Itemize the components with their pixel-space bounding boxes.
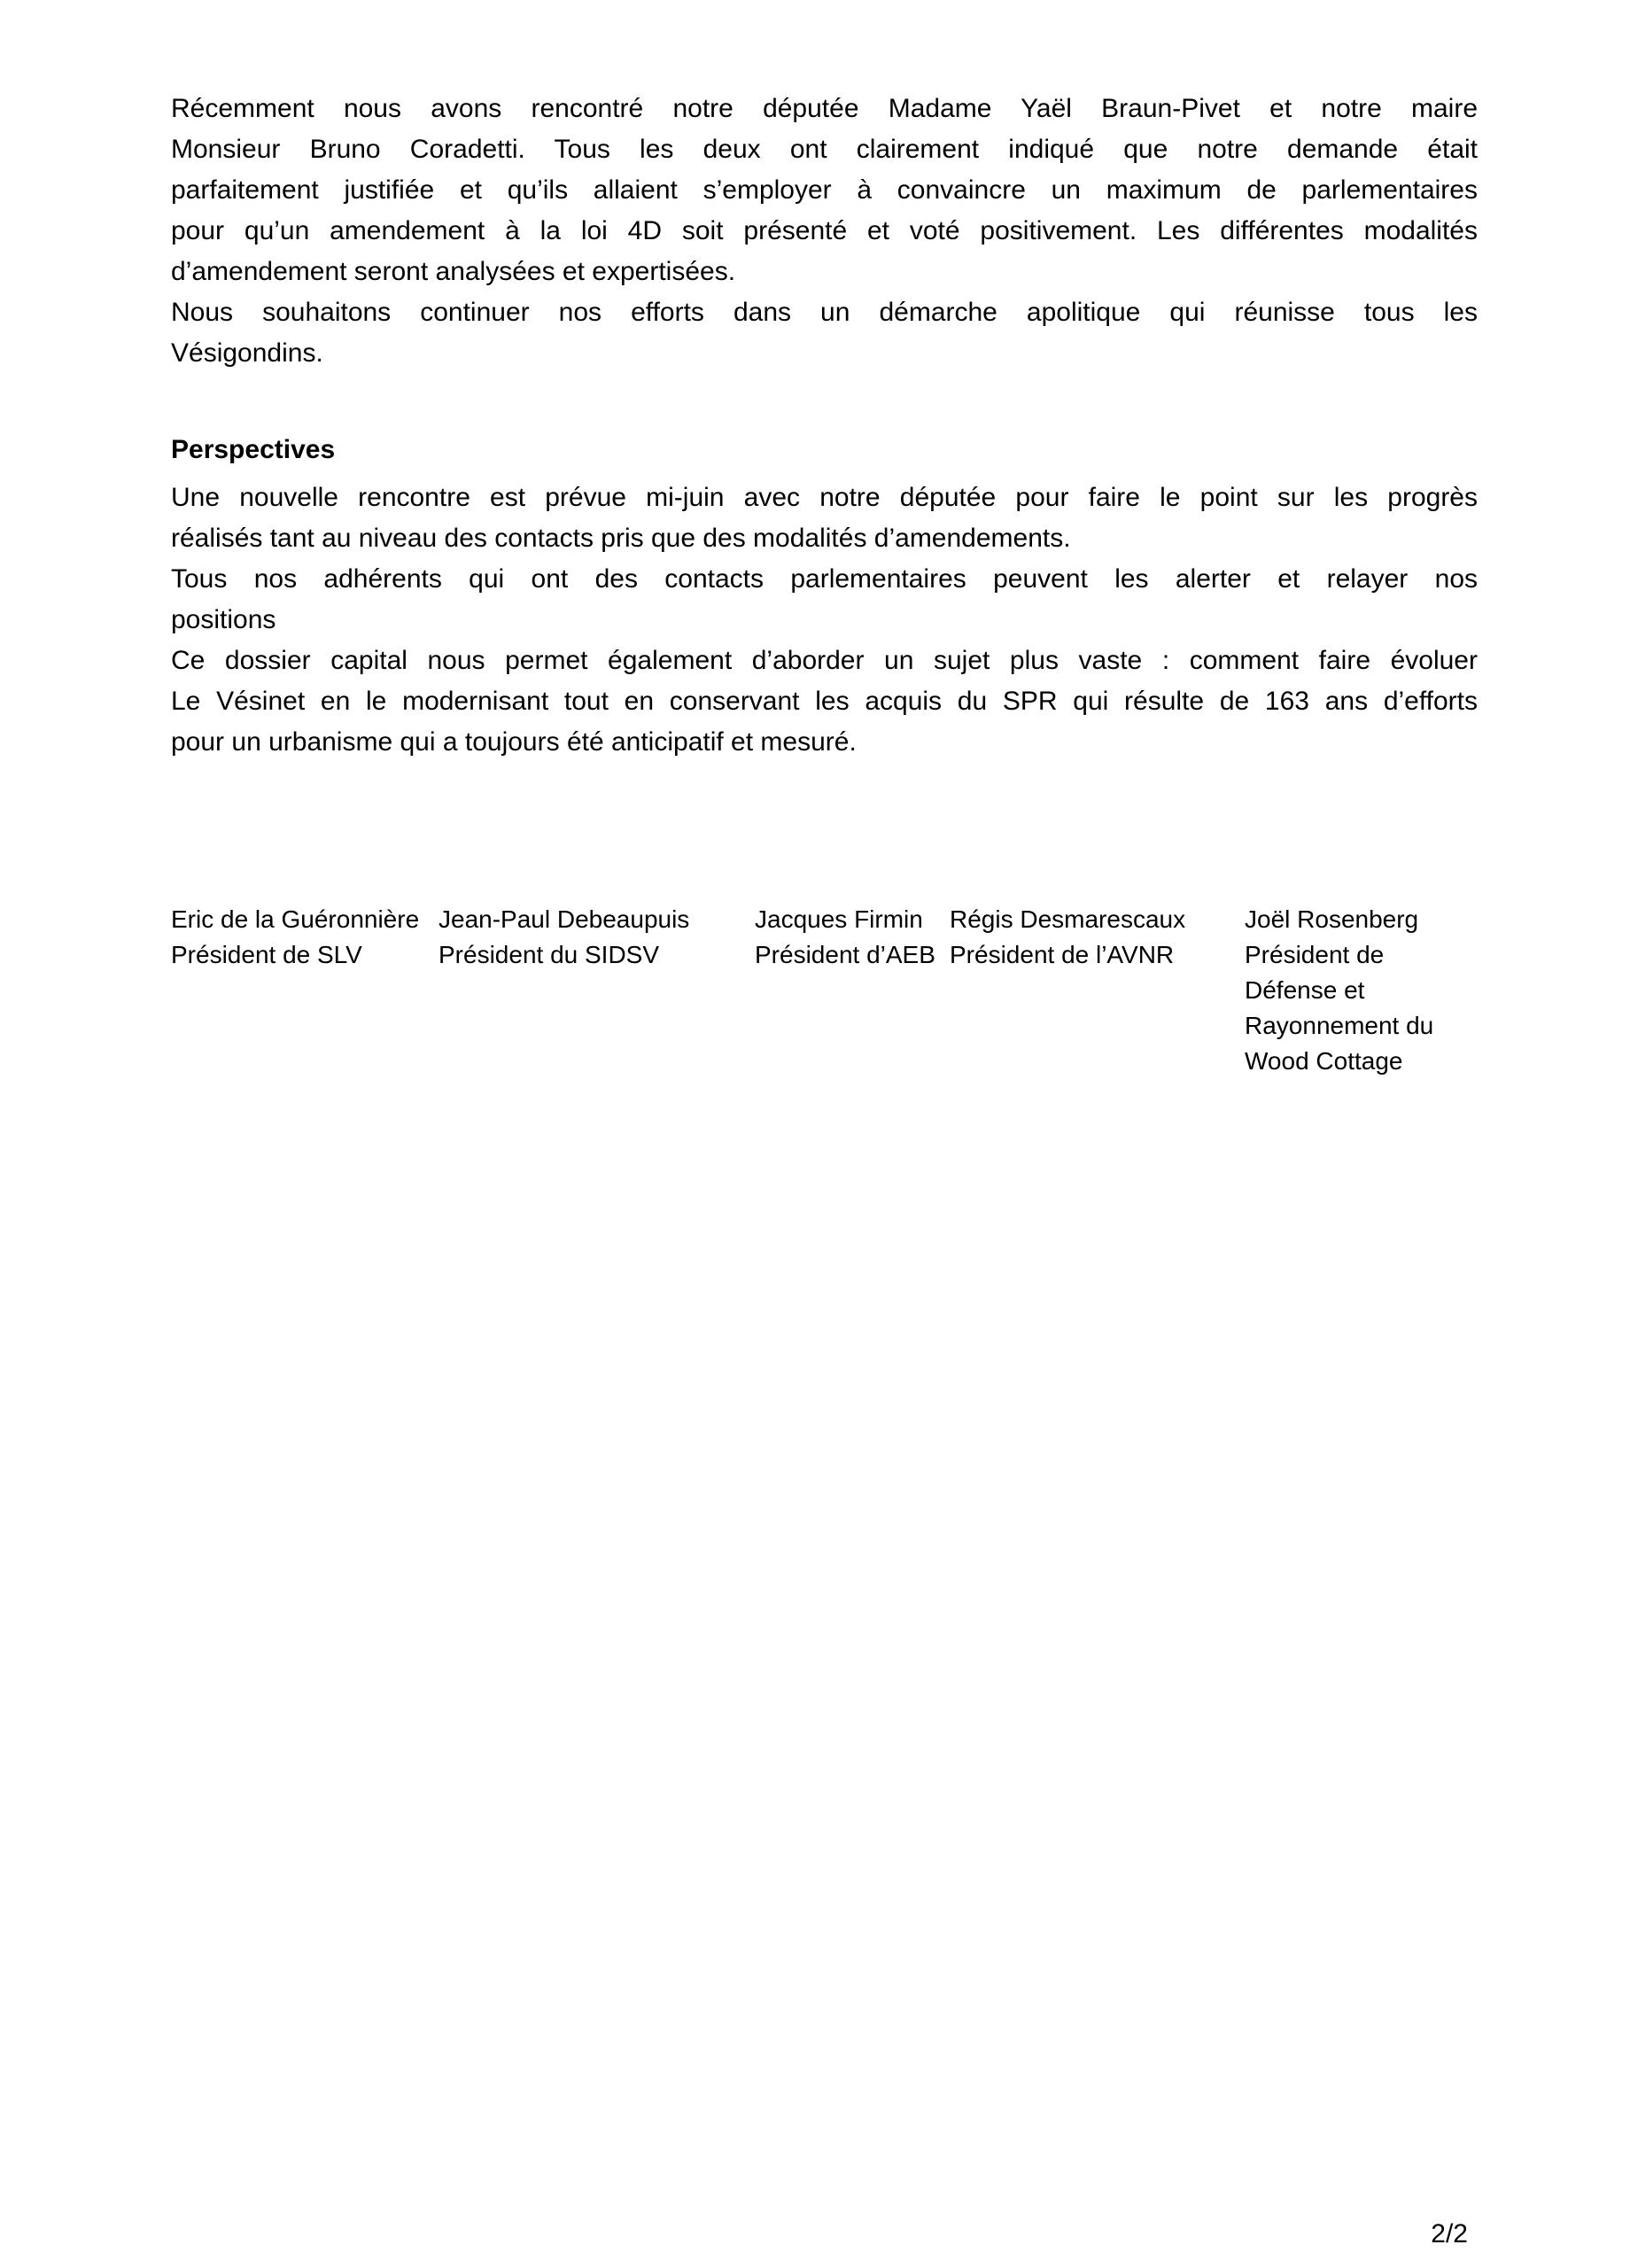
text-line: réalisés tant au niveau des contacts pris que des modalités d’amendements.	[171, 524, 1071, 553]
section-heading-perspectives: Perspectives	[171, 435, 336, 464]
paragraph-next-meeting	[171, 478, 1478, 559]
page-number: 2/2	[1431, 2219, 1468, 2249]
signatory-title-line: Président de	[1245, 941, 1385, 968]
text-line: Monsieur Bruno Coradetti. Tous les deux ont clairement indiqué que notre demande était	[171, 135, 1478, 164]
text-line: positions	[171, 605, 276, 634]
signatory-title-line: Président de l’AVNR	[950, 941, 1175, 968]
signatory-title-line: Président du SIDSV	[439, 941, 660, 968]
signature-block	[171, 902, 1478, 1079]
text-line: parfaitement justifiée et qu’ils allaient s’employer à convaincre un maximum de parlementaires	[171, 175, 1478, 205]
page-content	[171, 0, 1478, 1079]
signatory-name: Eric de la Guéronnière	[171, 905, 420, 933]
signature-column-aeb	[755, 902, 950, 973]
signatory-title-line: Défense et	[1245, 976, 1365, 1004]
text-line: Ce dossier capital nous permet également d’aborder un sujet plus vaste : comment faire évoluer	[171, 646, 1478, 675]
signatory-name: Jacques Firmin	[755, 905, 923, 933]
signatory-title-line: Wood Cottage	[1245, 1047, 1403, 1075]
signature-column-wood-cottage	[1245, 902, 1478, 1079]
text-line: pour qu’un amendement à la loi 4D soit présenté et voté positivement. Les différentes modalités	[171, 216, 1478, 245]
text-line: Vésigondins.	[171, 338, 323, 368]
signatory-title-line: Président de SLV	[171, 941, 362, 968]
text-line: Récemment nous avons rencontré notre députée Madame Yaël Braun-Pivet et notre maire	[171, 94, 1478, 123]
paragraph-capital-dossier	[171, 641, 1478, 763]
text-line: Une nouvelle rencontre est prévue mi-juin avec notre députée pour faire le point sur les progrès	[171, 483, 1478, 512]
signatory-title-line: Président d’AEB	[755, 941, 935, 968]
signatory-name: Jean-Paul Debeaupuis	[439, 905, 690, 933]
signature-column-slv	[171, 902, 439, 973]
text-line: pour un urbanisme qui a toujours été anticipatif et mesuré.	[171, 727, 857, 757]
signatory-title-line: Rayonnement du	[1245, 1012, 1434, 1039]
text-line: Nous souhaitons continuer nos efforts dans un démarche apolitique qui réunisse tous les	[171, 298, 1478, 327]
signature-column-sidsv	[439, 902, 755, 973]
text-line: d’amendement seront analysées et expertisées.	[171, 257, 736, 286]
signature-column-avnr	[950, 902, 1245, 973]
paragraph-recent-meeting	[171, 89, 1478, 292]
signatory-name: Joël Rosenberg	[1245, 905, 1419, 933]
text-line: Le Vésinet en le modernisant tout en conservant les acquis du SPR qui résulte de 163 ans d’efforts	[171, 687, 1478, 716]
paragraph-apolitical-approach	[171, 292, 1478, 374]
signatory-name: Régis Desmarescaux	[950, 905, 1186, 933]
paragraph-members-contacts	[171, 559, 1478, 641]
text-line: Tous nos adhérents qui ont des contacts parlementaires peuvent les alerter et relayer nos	[171, 564, 1478, 594]
